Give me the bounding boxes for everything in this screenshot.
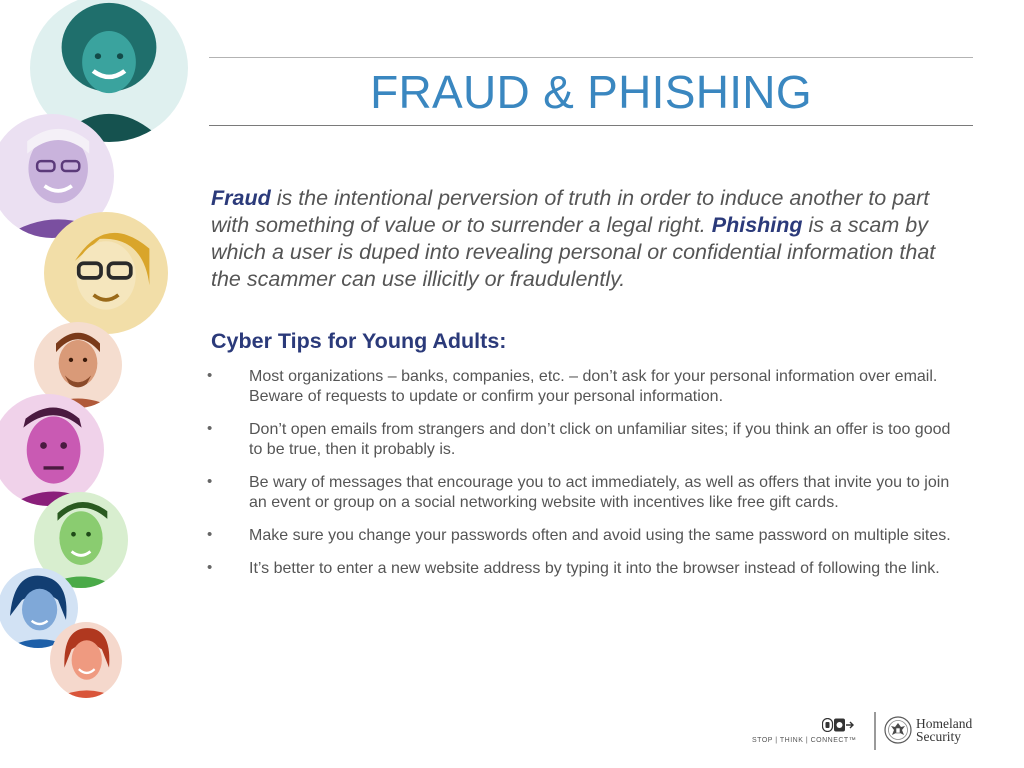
bullet-icon: • — [207, 473, 213, 490]
term-phishing: Phishing — [711, 213, 803, 237]
bullet-icon: • — [207, 367, 213, 384]
stop-think-connect-logo — [748, 716, 864, 750]
footer-divider — [874, 712, 876, 750]
tip-item — [207, 473, 967, 513]
intro-paragraph — [211, 185, 951, 293]
campaign-text: STOP | THINK | CONNECT™ — [752, 737, 857, 744]
bullet-icon: • — [207, 526, 213, 543]
stop-think-connect-logo-icon — [822, 718, 854, 732]
bullet-icon: • — [207, 559, 213, 576]
tip-text: Make sure you change your passwords often and avoid using the same password on multiple sites. — [249, 527, 951, 544]
tips-list — [207, 367, 967, 592]
portrait-orange — [50, 622, 122, 698]
tips-heading: Cyber Tips for Young Adults: — [211, 329, 507, 353]
fraud-definition: is the intentional perversion of truth in order to induce another to part with something of value or to surrender a legal right. — [211, 186, 930, 237]
tip-text: Most organizations – banks, companies, etc. – don’t ask for your personal information over email. Beware of requests to update or confirm your personal information. — [249, 368, 938, 405]
bullet-icon: • — [207, 420, 213, 437]
agency-line-2: Security — [916, 729, 961, 744]
term-fraud: Fraud — [211, 186, 271, 210]
title-rule-top — [209, 57, 973, 58]
tip-item — [207, 420, 967, 460]
agency-name — [916, 717, 972, 743]
tip-text: Be wary of messages that encourage you to act immediately, as well as offers that invite you to join an event or group on a social networking website with incentives like free gift cards. — [249, 474, 950, 511]
title-rule-bottom — [209, 125, 973, 126]
portrait-gold — [44, 212, 168, 334]
dhs-seal-icon — [884, 716, 912, 744]
tip-text: It’s better to enter a new website address by typing it into the browser instead of following the link. — [249, 560, 940, 577]
slide-title: FRAUD & PHISHING — [370, 66, 812, 118]
tip-item — [207, 367, 967, 407]
tip-item — [207, 559, 967, 579]
tip-text: Don’t open emails from strangers and don’t click on unfamiliar sites; if you think an offer is too good to be true, then it probably is. — [249, 421, 951, 458]
agency-line-1: Homeland — [916, 716, 973, 731]
portrait-magenta — [0, 394, 104, 506]
tip-item — [207, 526, 967, 546]
phishing-definition: is a scam by which a user is duped into revealing personal or confidential information that the scammer can use illicitly or fraudulently. — [211, 213, 936, 291]
